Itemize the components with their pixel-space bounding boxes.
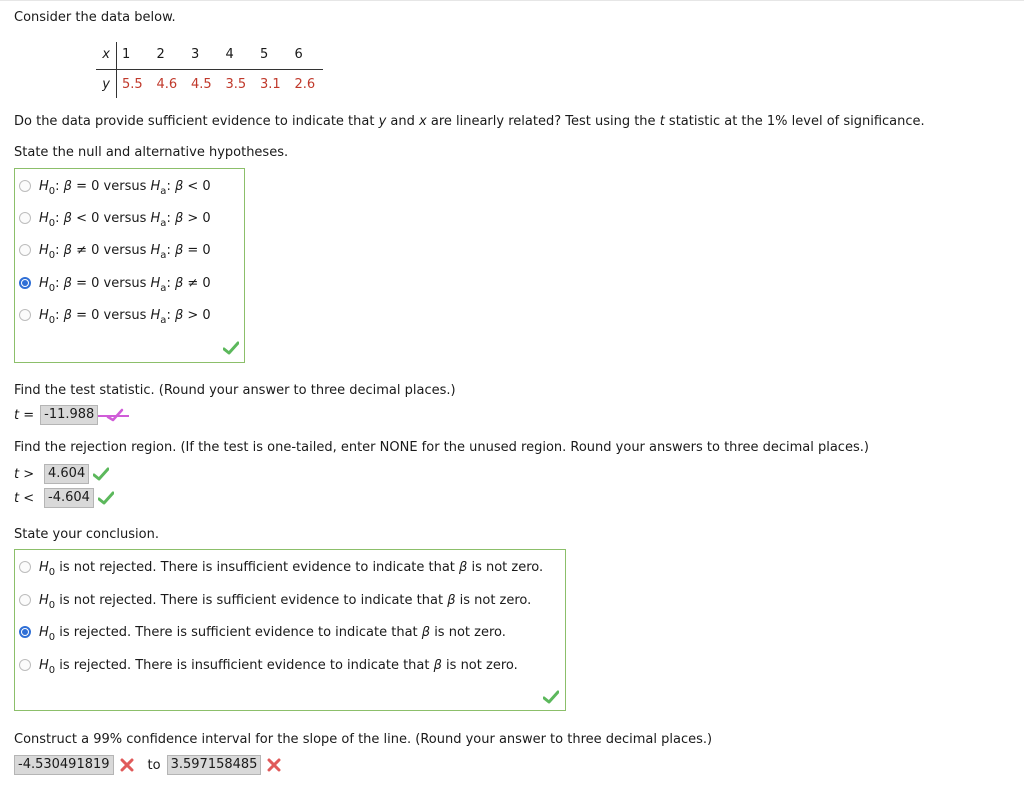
x-label: x: [102, 46, 110, 62]
test-stat-label: t =: [14, 407, 35, 423]
conclusion-options: [14, 549, 566, 711]
lower-label: t <: [14, 490, 35, 506]
conclusion-text: $H_0$ is rejected. There is insufficient evidence to indicate that β is not zero.: [39, 657, 518, 676]
hypothesis-option[interactable]: [19, 207, 211, 229]
radio-button[interactable]: [19, 626, 31, 638]
conclusion-prompt: State your conclusion.: [14, 527, 159, 542]
hypothesis-text: $H_0$: β = 0 versus $H_a$: β < 0: [39, 178, 211, 197]
correct-check-icon: [93, 467, 109, 481]
hypothesis-option[interactable]: [19, 239, 211, 261]
upper-input[interactable]: 4.604: [44, 464, 89, 484]
ci-to-label: to: [147, 757, 161, 773]
radio-button[interactable]: [19, 277, 31, 289]
conclusion-text: $H_0$ is rejected. There is sufficient evidence to indicate that β is not zero.: [39, 624, 506, 643]
x-value: 3: [191, 46, 200, 62]
hypothesis-option[interactable]: [19, 175, 211, 197]
y-row: [96, 70, 329, 98]
x-value: 4: [225, 46, 234, 62]
rejection-upper-row: [14, 464, 109, 484]
x-value: 1: [122, 46, 131, 62]
y-label: y: [102, 76, 110, 92]
ci-lower-input[interactable]: -4.530491819: [14, 755, 114, 775]
ci-prompt: Construct a 99% confidence interval for the slope of the line. (Round your answer to three decimal places.): [14, 732, 713, 747]
x-row: [96, 40, 329, 68]
conclusion-option[interactable]: [19, 556, 543, 578]
lower-input[interactable]: -4.604: [44, 488, 94, 508]
radio-button[interactable]: [19, 212, 31, 224]
y-value: 3.1: [260, 76, 281, 92]
conclusion-option[interactable]: [19, 589, 531, 611]
table-horizontal-rule: [96, 69, 323, 70]
correct-check-icon: [98, 491, 114, 505]
correct-check-icon: [543, 690, 559, 704]
hypothesis-text: $H_0$: β = 0 versus $H_a$: β > 0: [39, 307, 211, 326]
x-value: 6: [294, 46, 303, 62]
radio-button[interactable]: [19, 594, 31, 606]
y-value: 3.5: [225, 76, 247, 92]
partial-credit-icon: [98, 408, 130, 422]
upper-label: t >: [14, 466, 35, 482]
radio-button[interactable]: [19, 659, 31, 671]
y-value: 4.6: [156, 76, 178, 92]
y-value: 4.5: [191, 76, 212, 92]
radio-button[interactable]: [19, 309, 31, 321]
hypotheses-prompt: State the null and alternative hypotheses.: [14, 145, 289, 160]
y-value: 5.5: [122, 76, 143, 92]
radio-button[interactable]: [19, 180, 31, 192]
table-vertical-rule: [116, 42, 117, 98]
incorrect-x-icon: [120, 758, 134, 772]
x-value: 5: [260, 46, 269, 62]
test-stat-row: [14, 405, 130, 425]
radio-button[interactable]: [19, 561, 31, 573]
radio-button[interactable]: [19, 244, 31, 256]
hypothesis-option[interactable]: [19, 272, 211, 294]
conclusion-option[interactable]: [19, 654, 518, 676]
test-stat-input[interactable]: -11.988: [40, 405, 98, 425]
question-text: Do the data provide sufficient evidence to indicate that y and x are linearly related? Test using the t statistic at the 1% level of significance.: [14, 114, 925, 129]
top-divider: [0, 0, 1024, 1]
rejection-prompt: Find the rejection region. (If the test is one-tailed, enter NONE for the unused region. Round your answers to three decimal places.): [14, 440, 869, 455]
incorrect-x-icon: [267, 758, 281, 772]
intro-text: Consider the data below.: [14, 10, 176, 25]
y-value: 2.6: [294, 76, 316, 92]
hypothesis-text: $H_0$: β = 0 versus $H_a$: β ≠ 0: [39, 275, 211, 294]
x-value: 2: [156, 46, 165, 62]
conclusion-option[interactable]: [19, 621, 506, 643]
hypothesis-text: $H_0$: β < 0 versus $H_a$: β > 0: [39, 210, 211, 229]
test-stat-prompt: Find the test statistic. (Round your answer to three decimal places.): [14, 383, 456, 398]
hypothesis-option[interactable]: [19, 304, 211, 326]
ci-upper-input[interactable]: 3.597158485: [167, 755, 262, 775]
correct-check-icon: [223, 341, 239, 355]
rejection-lower-row: [14, 488, 114, 508]
conclusion-text: $H_0$ is not rejected. There is sufficient evidence to indicate that β is not zero.: [39, 592, 532, 611]
hypotheses-options: [14, 168, 245, 363]
ci-row: [14, 755, 281, 775]
hypothesis-text: $H_0$: β ≠ 0 versus $H_a$: β = 0: [39, 242, 211, 261]
conclusion-text: $H_0$ is not rejected. There is insufficient evidence to indicate that β is not zero.: [39, 559, 544, 578]
